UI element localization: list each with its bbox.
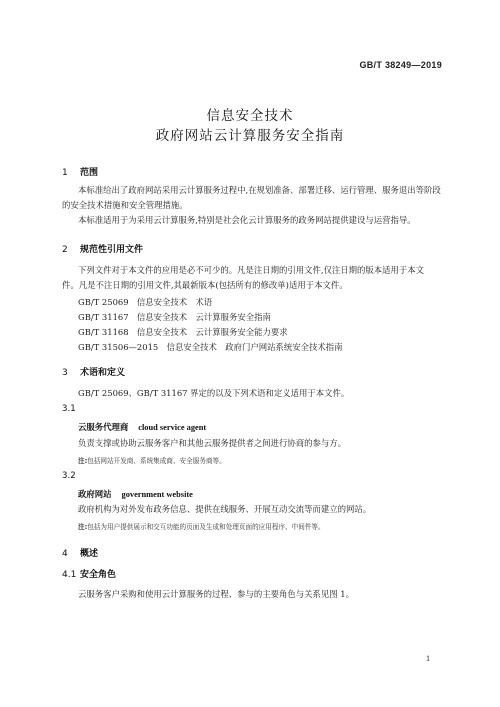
section-number: 2 — [62, 245, 68, 255]
section-2-heading — [62, 242, 143, 255]
subsection-4-1-heading — [62, 567, 116, 580]
subsection-title: 安全角色 — [80, 570, 117, 580]
term-definition: 政府机构为对外发布政务信息、提供在线服务、开展互动交流等而建立的网站。 — [78, 504, 372, 514]
document-title-line2: 政府网站云计算服务安全指南 — [155, 128, 345, 144]
section-4-heading — [62, 546, 98, 559]
term-zh: 政府网站 — [78, 489, 112, 499]
standard-code: GB/T 38249—2019 — [359, 60, 442, 70]
section-2-paragraph-1b: 件。凡是不注日期的引用文件,其最新版本(包括所有的修改单)适用于本文件。 — [62, 280, 348, 290]
section-1-paragraph-2: 本标准适用于为采用云计算服务,特别是社会化云计算服务的政务网站提供建设与运营指导。 — [78, 215, 416, 225]
section-number: 3 — [62, 368, 68, 378]
note-text: 包括网站开发商、系统集成商、安全服务商等。 — [87, 457, 226, 465]
section-title: 术语和定义 — [80, 368, 126, 378]
normative-reference: GB/T 25069 信息安全技术 术语 — [78, 297, 213, 307]
note-text: 包括为用户提供展示和交互功能的页面及生成和处理页面的应用程序、中间件等。 — [87, 523, 325, 531]
term-number: 3.1 — [62, 404, 76, 414]
section-3-heading — [62, 365, 125, 378]
term-title — [78, 488, 193, 500]
term-title — [78, 421, 206, 433]
section-1-paragraph-1b: 的安全技术措施和安全管理措施。 — [62, 200, 188, 210]
normative-reference: GB/T 31168 信息安全技术 云计算服务安全能力要求 — [78, 327, 288, 337]
section-number: 1 — [62, 168, 68, 178]
page-number: 1 — [426, 654, 430, 663]
note-label: 注: — [78, 523, 88, 531]
section-1-heading — [62, 165, 98, 178]
section-2-paragraph-1a: 下列文件对于本文件的应用是必不可少的。凡是注日期的引用文件,仅注日期的版本适用于本文 — [78, 265, 425, 275]
term-note — [78, 521, 325, 531]
subsection-4-1-paragraph: 云服务客户采购和使用云计算服务的过程、参与的主要角色与关系见图 1。 — [78, 589, 354, 599]
note-label: 注: — [78, 457, 88, 465]
term-number: 3.2 — [62, 471, 76, 481]
subsection-number: 4.1 — [62, 570, 77, 580]
section-3-intro: GB/T 25069、GB/T 31167 界定的以及下列术语和定义适用于本文件。 — [78, 388, 350, 398]
term-definition: 负责支撑或协助云服务客户和其他云服务提供者之间进行协商的参与方。 — [78, 438, 346, 448]
normative-reference: GB/T 31506—2015 信息安全技术 政府门户网站系统安全技术指南 — [78, 342, 343, 352]
section-number: 4 — [62, 549, 68, 559]
term-note — [78, 455, 226, 465]
section-1-paragraph-1a: 本标准给出了政府网站采用云计算服务过程中,在规划准备、部署迁移、运行管理、服务退出等阶段 — [78, 185, 441, 195]
section-title: 规范性引用文件 — [80, 245, 144, 255]
section-title: 概述 — [80, 549, 99, 559]
term-zh: 云服务代理商 — [78, 422, 129, 432]
term-en: cloud service agent — [138, 423, 207, 432]
normative-reference: GB/T 31167 信息安全技术 云计算服务安全指南 — [78, 312, 271, 322]
document-title-line1: 信息安全技术 — [206, 108, 294, 124]
term-en: government website — [121, 490, 193, 499]
section-title: 范围 — [80, 168, 99, 178]
